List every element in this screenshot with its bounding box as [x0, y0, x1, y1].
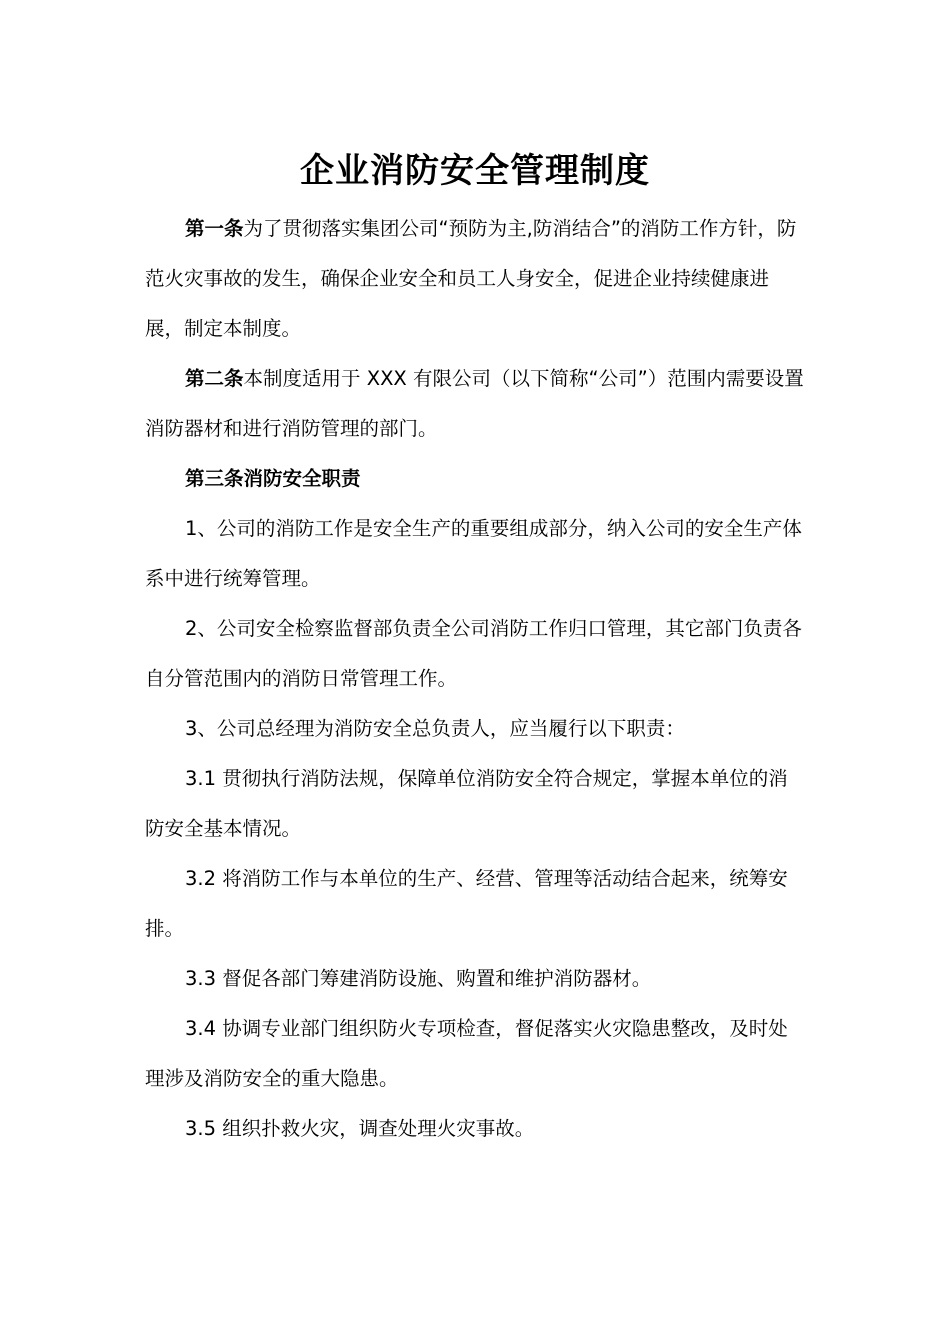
- clause-3-1-paragraph: [145, 754, 805, 854]
- clause-3-3-text: 3.3 督促各部门筹建消防设施、购置和维护消防器材。: [185, 967, 652, 990]
- document-body: [145, 204, 805, 1154]
- article-1-paragraph: [145, 204, 805, 354]
- clause-1-paragraph: [145, 504, 805, 604]
- article-3-heading: [145, 454, 805, 504]
- clause-3-text: 3、公司总经理为消防安全总负责人，应当履行以下职责：: [185, 717, 685, 740]
- clause-3-3-paragraph: [145, 954, 805, 1004]
- article-2-lead: 第二条: [185, 367, 244, 390]
- clause-3-5-paragraph: [145, 1104, 805, 1154]
- clause-3-2-text: 3.2 将消防工作与本单位的生产、经营、管理等活动结合起来，统筹安排。: [145, 867, 788, 940]
- clause-3-2-paragraph: [145, 854, 805, 954]
- clause-3-4-text: 3.4 协调专业部门组织防火专项检查，督促落实火灾隐患整改，及时处理涉及消防安全的重大隐患。: [145, 1017, 788, 1090]
- article-2-text: 本制度适用于 XXX 有限公司（以下简称“公司”）范围内需要设置消防器材和进行消防管理的部门。: [145, 367, 804, 440]
- article-1-text: 为了贯彻落实集团公司“预防为主,防消结合”的消防工作方针，防范火灾事故的发生，确保企业安全和员工人身安全，促进企业持续健康进展，制定本制度。: [145, 217, 797, 340]
- clause-1-text: 1、公司的消防工作是安全生产的重要组成部分，纳入公司的安全生产体系中进行统筹管理。: [145, 517, 802, 590]
- clause-3-4-paragraph: [145, 1004, 805, 1104]
- clause-2-text: 2、公司安全检察监督部负责全公司消防工作归口管理，其它部门负责各自分管范围内的消防日常管理工作。: [145, 617, 802, 690]
- clause-3-1-text: 3.1 贯彻执行消防法规，保障单位消防安全符合规定，掌握本单位的消防安全基本情况。: [145, 767, 788, 840]
- clause-3-5-text: 3.5 组织扑救火灾，调查处理火灾事故。: [185, 1117, 535, 1140]
- article-3-heading-text: 第三条消防安全职责: [185, 467, 361, 490]
- article-1-lead: 第一条: [185, 217, 244, 240]
- page-title: 企业消防安全管理制度: [300, 151, 650, 191]
- clause-2-paragraph: [145, 604, 805, 704]
- article-2-paragraph: [145, 354, 805, 454]
- clause-3-paragraph: [145, 704, 805, 754]
